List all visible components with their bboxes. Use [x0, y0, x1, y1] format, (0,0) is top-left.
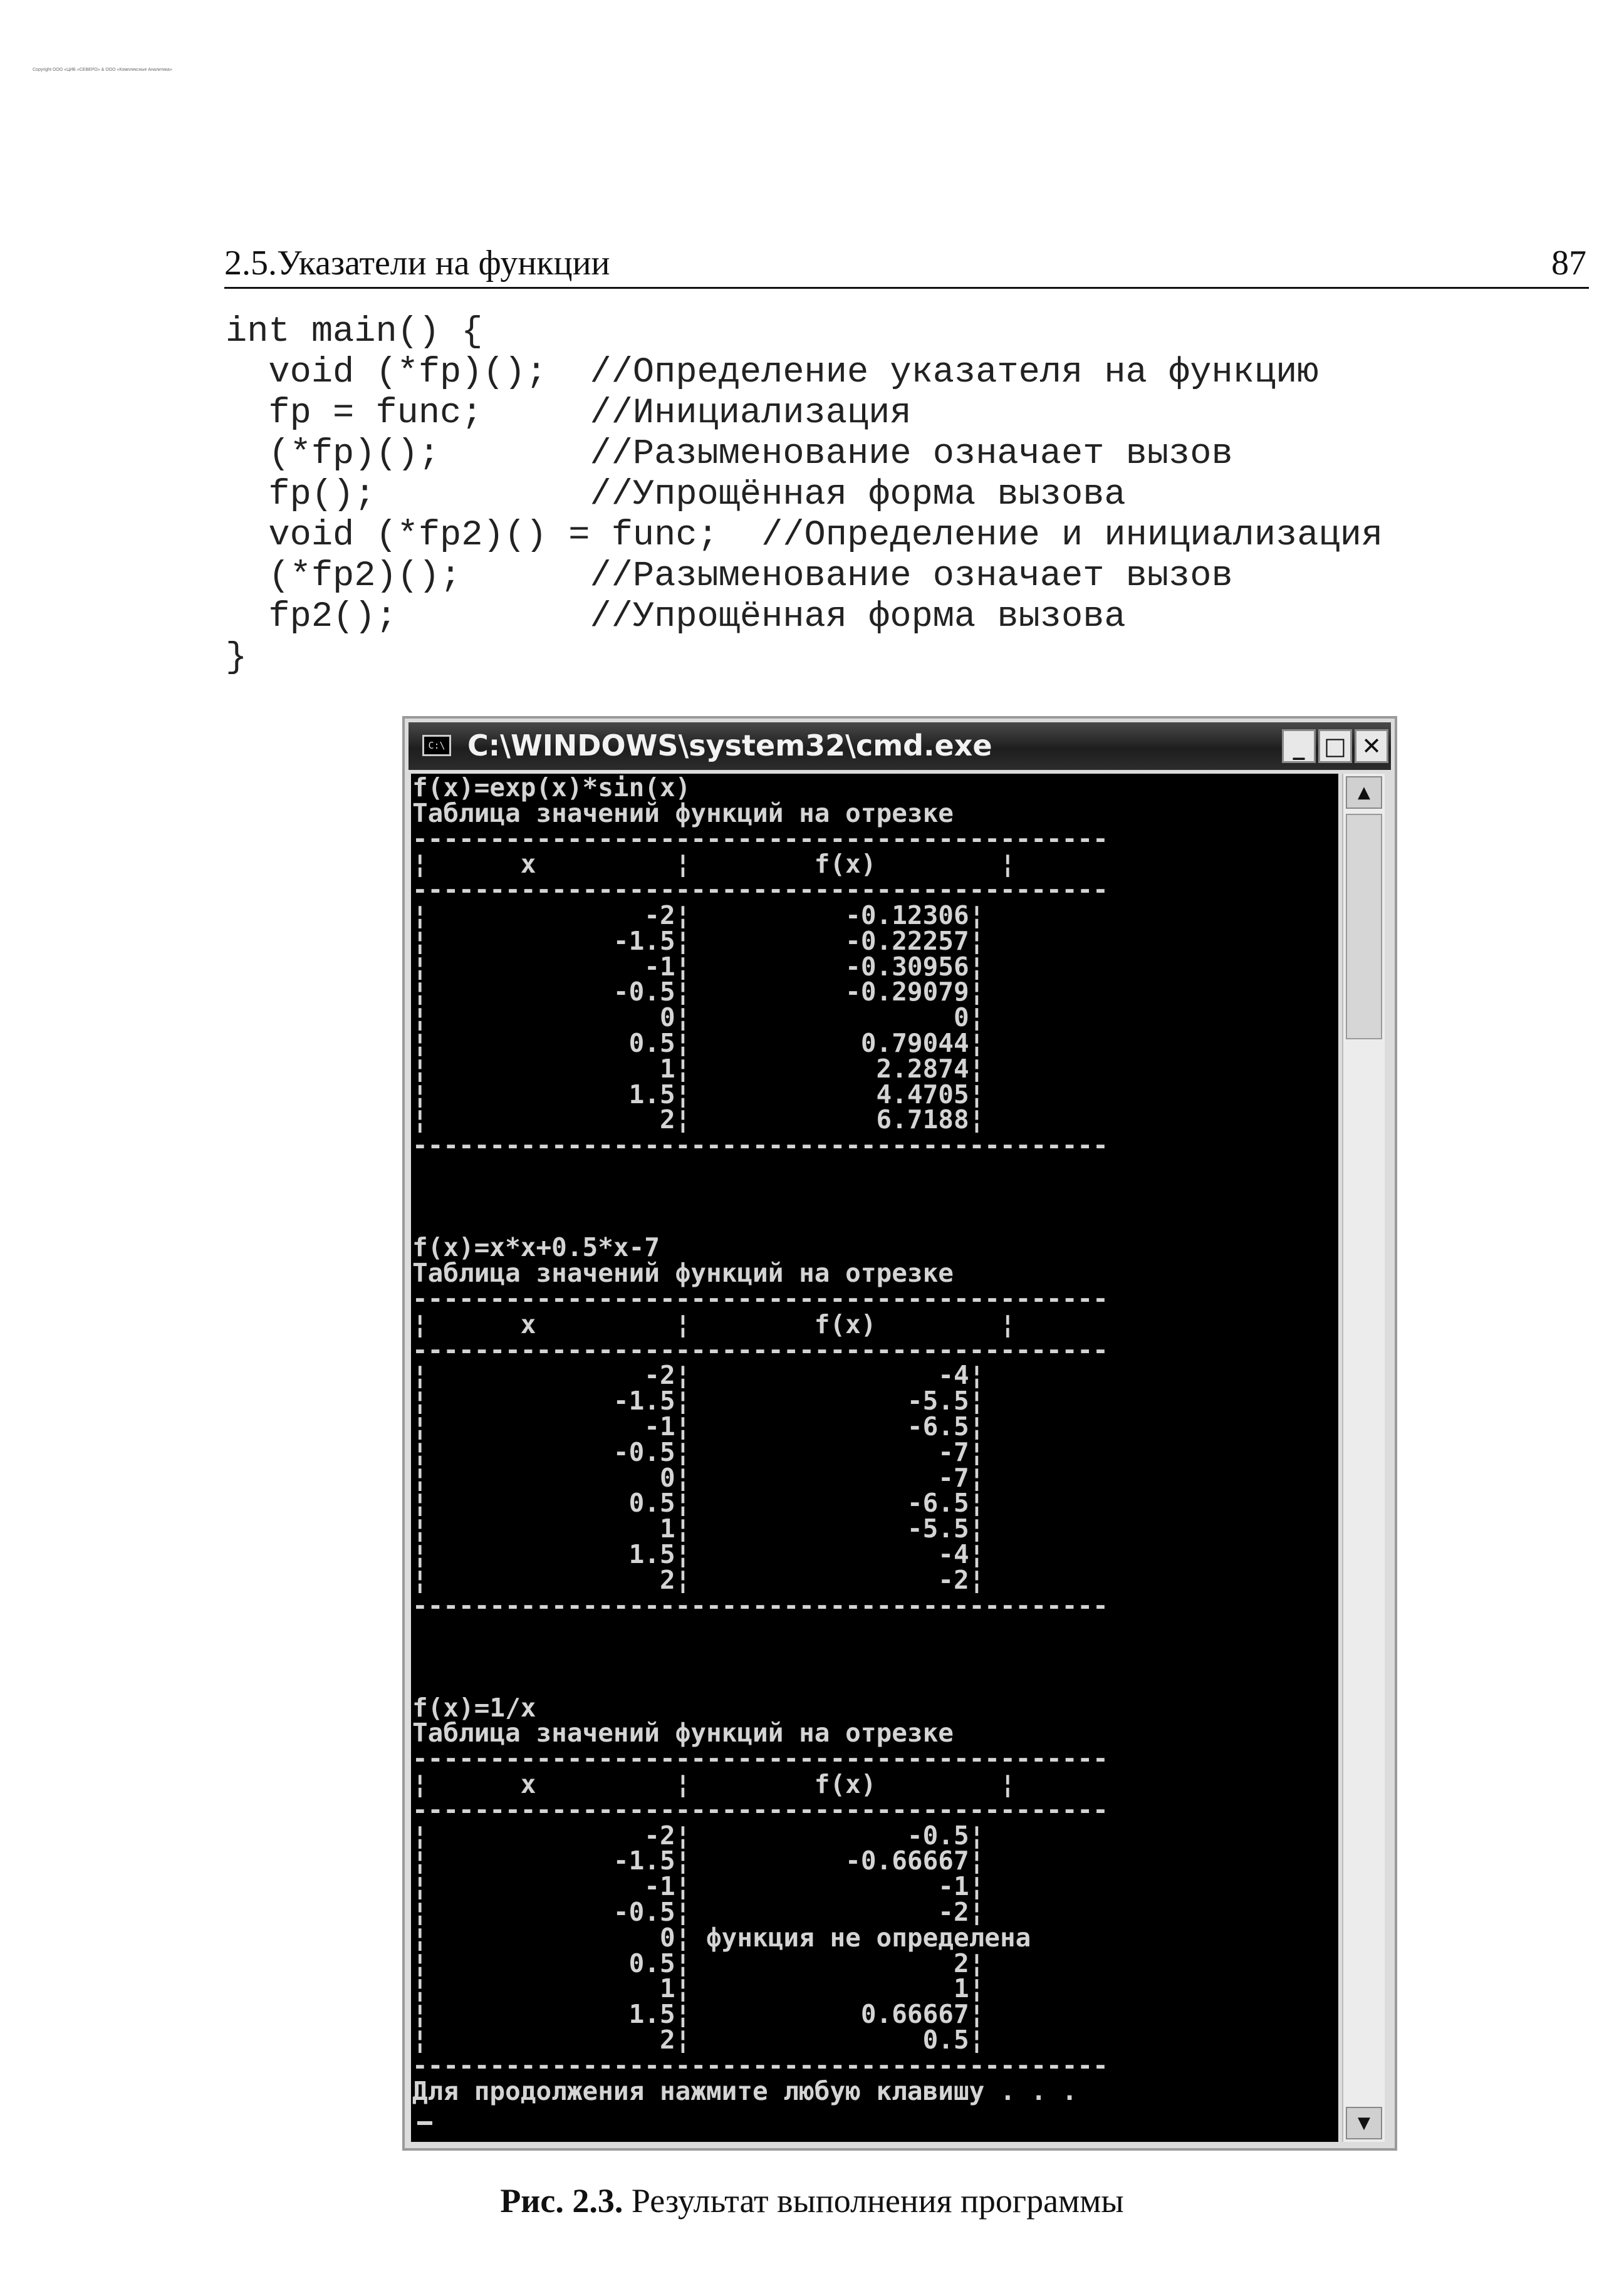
- console-line: [412, 1670, 1108, 1695]
- console-line: ¦ x ¦ f(x) ¦: [412, 849, 1016, 880]
- console-line: ---------------------------------------------: [412, 2050, 1108, 2080]
- cmd-icon[interactable]: C:\: [422, 735, 451, 756]
- console-line: Таблица значений функций на отрезке: [412, 797, 954, 828]
- console-line: ¦ 2¦ 0.5¦: [412, 2025, 985, 2055]
- close-button[interactable]: ✕: [1355, 729, 1388, 763]
- code-line: fp(); //Упрощённая форма вызова: [226, 475, 1126, 515]
- console-line: ---------------------------------------------: [412, 1130, 1108, 1161]
- code-line: }: [226, 638, 247, 678]
- console-line: Для продолжения нажмите любую клавишу . . .: [412, 2075, 1078, 2106]
- console-line: ¦ 1¦ 2.2874¦: [412, 1053, 985, 1084]
- console-line: ¦ 0¦ -7¦: [412, 1462, 985, 1493]
- console-line: ¦ -1¦ -6.5¦: [412, 1411, 985, 1441]
- console-line: Таблица значений функций на отрезке: [412, 1718, 954, 1748]
- console-line: [412, 1158, 1108, 1184]
- code-line: fp2(); //Упрощённая форма вызова: [226, 597, 1126, 637]
- console-line: [412, 1644, 1108, 1670]
- code-line: int main() {: [226, 312, 483, 352]
- console-line: ---------------------------------------------: [412, 823, 1108, 854]
- window-title: C:\WINDOWS\system32\cmd.exe: [467, 729, 992, 762]
- console-line: ¦ 2¦ -2¦: [412, 1564, 985, 1595]
- section-title: 2.5.Указатели на функции: [224, 244, 610, 283]
- maximize-button[interactable]: □: [1318, 729, 1352, 763]
- console-line: ¦ -1.5¦ -0.66667¦: [412, 1846, 985, 1876]
- vertical-scrollbar[interactable]: [1342, 774, 1385, 2142]
- console-line: f(x)=x*x+0.5*x-7: [412, 1232, 660, 1263]
- console-line: ¦ -1¦ -0.30956¦: [412, 951, 985, 982]
- code-line: void (*fp2)() = func; //Определение и инициализация: [226, 516, 1383, 556]
- console-line: ¦ 1.5¦ -4¦: [412, 1539, 985, 1569]
- code-line: (*fp2)(); //Разыменование означает вызов: [226, 556, 1233, 596]
- console-line: ¦ 1.5¦ 4.4705¦: [412, 1079, 985, 1109]
- console-line: ---------------------------------------------: [412, 875, 1108, 905]
- console-line: ¦ x ¦ f(x) ¦: [412, 1769, 1016, 1800]
- page-number: 87: [1551, 244, 1586, 283]
- scroll-up-arrow-icon[interactable]: ▲: [1346, 776, 1382, 809]
- console-line: ¦ 2¦ 6.7188¦: [412, 1104, 985, 1135]
- caption-text: Результат выполнения программы: [623, 2182, 1124, 2220]
- console-line: ¦ 1.5¦ 0.66667¦: [412, 1999, 985, 2030]
- console-line: ¦ 0¦ функция не определена: [412, 1922, 1031, 1953]
- code-line: void (*fp)(); //Определение указателя на функцию: [226, 353, 1319, 393]
- console-line: ¦ 0.5¦ 2¦: [412, 1948, 985, 1978]
- scroll-down-arrow-icon[interactable]: ▼: [1346, 2107, 1382, 2139]
- console-line: ¦ 1¦ 1¦: [412, 1973, 985, 2004]
- console-line: [412, 1184, 1108, 1210]
- caption-label: Рис. 2.3.: [500, 2182, 623, 2220]
- figure-caption: [0, 2181, 1624, 2220]
- console-line: [412, 1618, 1108, 1644]
- copyright-notice: Copyright ООО «ЦИБ «СЕВЕРО» & ООО «Комплексные Аналитика»: [33, 68, 172, 72]
- console-line: Таблица значений функций на отрезке: [412, 1258, 954, 1289]
- minimize-button[interactable]: _: [1282, 729, 1316, 763]
- console-line: ¦ -0.5¦ -7¦: [412, 1436, 985, 1467]
- code-listing: [226, 312, 1383, 678]
- console-line: ¦ -2¦ -4¦: [412, 1360, 985, 1391]
- console-line: ---------------------------------------------: [412, 1334, 1108, 1365]
- code-line: (*fp)(); //Разыменование означает вызов: [226, 434, 1233, 474]
- console-line: ---------------------------------------------: [412, 1283, 1108, 1314]
- console-line: ¦ 0.5¦ -6.5¦: [412, 1488, 985, 1519]
- text-cursor: [417, 2121, 432, 2125]
- console-line: ---------------------------------------------: [412, 1794, 1108, 1825]
- console-line: f(x)=1/x: [412, 1692, 536, 1723]
- window-titlebar[interactable]: [409, 722, 1391, 770]
- console-text: [412, 775, 1108, 2129]
- console-output[interactable]: [411, 774, 1338, 2142]
- console-line: [412, 1210, 1108, 1235]
- console-line: [412, 2104, 1108, 2129]
- console-line: ¦ -2¦ -0.5¦: [412, 1820, 985, 1851]
- console-line: ¦ -1¦ -1¦: [412, 1871, 985, 1902]
- scrollbar-thumb[interactable]: [1346, 814, 1382, 1039]
- running-header: [224, 237, 1589, 289]
- console-line: ¦ x ¦ f(x) ¦: [412, 1309, 1016, 1339]
- code-line: fp = func; //Инициализация: [226, 393, 912, 434]
- console-line: ¦ -0.5¦ -2¦: [412, 1897, 985, 1928]
- console-line: ¦ 0¦ 0¦: [412, 1002, 985, 1033]
- console-line: f(x)=exp(x)*sin(x): [412, 774, 691, 803]
- cmd-window[interactable]: [402, 716, 1397, 2151]
- console-line: ---------------------------------------------: [412, 1743, 1108, 1774]
- console-line: ¦ -0.5¦ -0.29079¦: [412, 977, 985, 1007]
- console-line: ¦ -1.5¦ -0.22257¦: [412, 925, 985, 956]
- console-line: ¦ -1.5¦ -5.5¦: [412, 1386, 985, 1416]
- console-line: ¦ -2¦ -0.12306¦: [412, 900, 985, 930]
- console-line: ¦ 1¦ -5.5¦: [412, 1514, 985, 1544]
- console-line: ¦ 0.5¦ 0.79044¦: [412, 1027, 985, 1058]
- console-line: ---------------------------------------------: [412, 1590, 1108, 1621]
